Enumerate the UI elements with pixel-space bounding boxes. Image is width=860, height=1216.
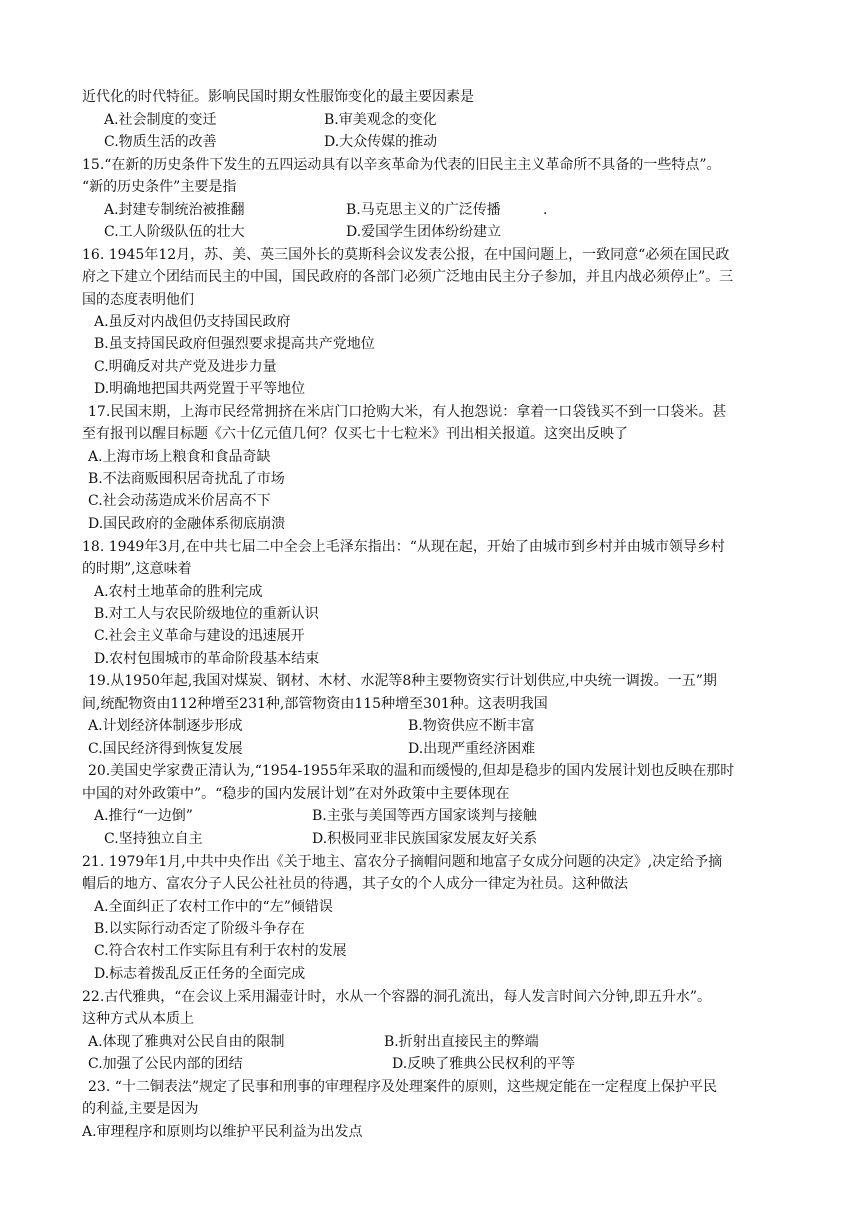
q14-option-a: A.社会制度的变迁 (104, 112, 217, 128)
q15-option-b: B.马克思主义的广泛传播 (346, 202, 501, 218)
question-18-stem-line2: 的时期”,这意味着 (82, 561, 192, 577)
question-16-stem-line1: 16. 1945年12月，苏、美、英三国外长的莫斯科会议发表公报，在中国问题上，一致同意“必须在国民政 (82, 247, 730, 263)
q17-option-c: C.社会动荡造成米价居高不下 (88, 493, 271, 509)
question-20-stem-line1: 20.美国史学家费正清认为,“1954-1955年采取的温和而缓慢的,但却是稳步的国内发展计划也反映在那时 (88, 763, 735, 779)
q14-option-b: B.审美观念的变化 (324, 112, 437, 128)
question-17-stem-line1: 17.民国末期，上海市民经常拥挤在米店门口抢购大米，有人抱怨说：拿着一口袋钱买不到一口袋米。甚 (88, 404, 727, 420)
q20-option-d: D.积极同亚非民族国家发展友好关系 (312, 831, 538, 847)
q22-option-a: A.体现了雅典对公民自由的限制 (88, 1034, 285, 1050)
q19-option-a: A.计划经济体制逐步形成 (88, 718, 243, 734)
question-17-stem-line2: 至有报刊以醒目标题《六十亿元值几何？仅买七十七粒米》刊出相关报道。这突出反映了 (82, 426, 628, 442)
q20-option-b: B.主张与美国等西方国家谈判与接触 (312, 808, 537, 824)
question-15-stem-line1: 15.“在新的历史条件下发生的五四运动具有以辛亥革命为代表的旧民主主义革命所不具备的一些特点”。 (82, 157, 721, 173)
question-16-stem-line2: 府之下建立个团结而民主的中国，国民政府的各部门必须广泛地由民主分子参加，并且内战必须停止”。三 (82, 269, 734, 285)
q15-stray-dot: . (543, 202, 548, 218)
question-15-stem-line2: “新的历史条件”主要是指 (82, 179, 237, 195)
question-16-stem-line3: 国的态度表明他们 (82, 292, 194, 308)
q15-option-a: A.封建专制统治被推翻 (104, 202, 245, 218)
q16-option-b: B.虽支持国民政府但强烈要求提高共产党地位 (94, 336, 375, 352)
q20-option-a: A.推行“一边倒” (94, 808, 193, 824)
q15-option-c: C.工人阶级队伍的壮大 (104, 224, 245, 240)
q21-option-c: C.符合农村工作实际且有利于农村的发展 (94, 943, 347, 959)
q19-option-c: C.国民经济得到恢复发展 (88, 741, 243, 757)
q21-option-a: A.全面纠正了农村工作中的“左”倾错误 (94, 899, 333, 915)
q22-option-d: D.反映了雅典公民权利的平等 (392, 1056, 576, 1072)
question-23-stem-line2: 的利益,主要是因为 (82, 1101, 199, 1117)
q18-option-c: C.社会主义革命与建设的迅速展开 (94, 628, 305, 644)
q19-option-d: D.出现严重经济困难 (408, 741, 536, 757)
q17-option-d: D.国民政府的金融体系彻底崩溃 (88, 516, 286, 532)
q18-option-d: D.农村包围城市的革命阶段基本结束 (94, 651, 320, 667)
question-14-stem-end: 近代化的时代特征。影响民国时期女性服饰变化的最主要因素是 (82, 89, 474, 105)
q14-option-c: C.物质生活的改善 (104, 134, 217, 150)
question-23-stem-line1: 23. “十二铜表法”规定了民事和刑事的审理程序及处理案件的原则，这些规定能在一定程度上保护平民 (88, 1079, 718, 1095)
q22-option-b: B.折射出直接民主的弊端 (384, 1034, 539, 1050)
q16-option-d: D.明确地把国共两党置于平等地位 (94, 381, 306, 397)
q22-option-c: C.加强了公民内部的团结 (88, 1056, 243, 1072)
q21-option-d: D.标志着拨乱反正任务的全面完成 (94, 966, 306, 982)
question-21-stem-line2: 帽后的地方、富农分子人民公社社员的待遇，其子女的个人成分一律定为社员。这种做法 (82, 876, 628, 892)
q19-option-b: B.物资供应不断丰富 (408, 718, 535, 734)
question-19-stem-line1: 19.从1950年起,我国对煤炭、钢材、木材、水泥等8种主要物资实行计划供应,中央统一调拨。一五”期 (88, 673, 717, 689)
question-22-stem-line2: 这种方式从本质上 (82, 1011, 194, 1027)
q17-option-a: A.上海市场上粮食和食品奇缺 (88, 449, 271, 465)
question-20-stem-line2: 中国的对外政策中”。“稳步的国内发展计划”在对外政策中主要体现在 (82, 786, 510, 802)
q21-option-b: B.以实际行动否定了阶级斗争存在 (94, 921, 305, 937)
q16-option-c: C.明确反对共产党及进步力量 (94, 359, 277, 375)
q16-option-a: A.虽反对内战但仍支持国民政府 (94, 314, 291, 330)
q14-option-d: D.大众传媒的推动 (324, 134, 438, 150)
q23-option-a: A.审理程序和原则均以维护平民利益为出发点 (82, 1124, 363, 1140)
question-21-stem-line1: 21. 1979年1月,中共中央作出《关于地主、富农分子摘帽问题和地富子女成分问题的决定》,决定给予摘 (82, 854, 723, 870)
question-18-stem-line1: 18. 1949年3月,在中共七届二中全会上毛泽东指出：“从现在起，开始了由城市到乡村并由城市领导乡村 (82, 539, 725, 555)
question-22-stem-line1: 22.古代雅典，“在会议上采用漏壶计时，水从一个容器的洞孔流出，每人发言时间六分钟,即五升水”。 (82, 989, 712, 1005)
q18-option-a: A.农村土地革命的胜利完成 (94, 584, 263, 600)
q20-option-c: C.坚持独立自主 (104, 831, 203, 847)
q17-option-b: B.不法商贩囤积居奇扰乱了市场 (88, 471, 285, 487)
q18-option-b: B.对工人与农民阶级地位的重新认识 (94, 606, 319, 622)
question-19-stem-line2: 间,统配物资由112种增至231种,部管物资由115种增至301种。这表明我国 (82, 696, 548, 712)
q15-option-d: D.爱国学生团体纷纷建立 (346, 224, 502, 240)
